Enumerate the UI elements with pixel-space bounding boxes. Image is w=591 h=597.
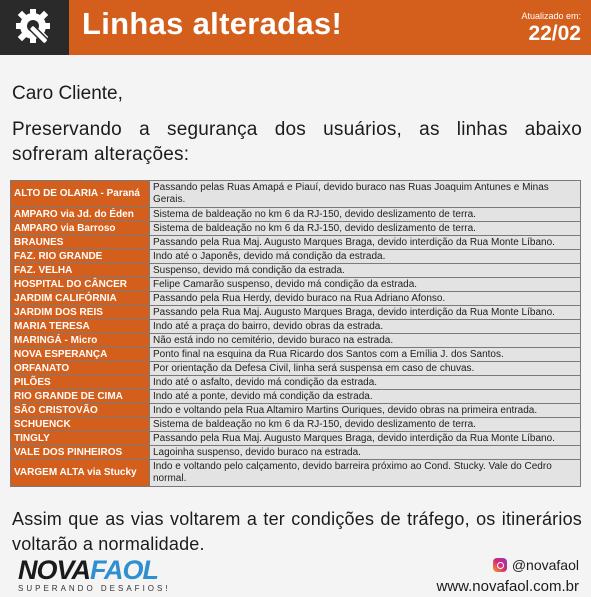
brand-name-part2: FAOL [90, 555, 159, 585]
instagram-handle[interactable]: @novafaol [511, 557, 579, 573]
greeting-text: Caro Cliente, [12, 83, 123, 104]
line-description: Indo e voltando pelo calçamento, devido barreira próximo ao Cond. Stucky. Vale do Cedro normal. [150, 460, 581, 487]
table-row [11, 418, 581, 432]
table-row [11, 236, 581, 250]
line-description: Não está indo no cemitério, devido buraco na estrada. [150, 334, 581, 348]
line-description: Ponto final na esquina da Rua Ricardo dos Santos com a Emília J. dos Santos. [150, 348, 581, 362]
brand-name-part1: NOVA [18, 555, 91, 585]
line-description: Passando pela Rua Maj. Augusto Marques Braga, devido interdição da Rua Monte Líbano. [150, 432, 581, 446]
updated-label: Atualizado em: [521, 11, 581, 21]
line-name: MARINGÁ - Micro [11, 334, 150, 348]
line-name: JARDIM DOS REIS [11, 306, 150, 320]
line-name: PILÕES [11, 376, 150, 390]
line-name: RIO GRANDE DE CIMA [11, 390, 150, 404]
line-description: Sistema de baldeação no km 6 da RJ-150, devido deslizamento de terra. [150, 418, 581, 432]
table-row [11, 334, 581, 348]
line-description: Passando pelas Ruas Amapá e Piauí, devido buraco nas Ruas Joaquim Antunes e Minas Gerais. [150, 181, 581, 208]
line-description: Indo e voltando pela Rua Altamiro Martins Ouriques, devido obras na primeira entrada. [150, 404, 581, 418]
header-banner [0, 0, 591, 55]
line-description: Suspenso, devido má condição da estrada. [150, 264, 581, 278]
table-row [11, 446, 581, 460]
table-row [11, 390, 581, 404]
brand-logo [18, 557, 171, 593]
table-row [11, 181, 581, 208]
table-row [11, 222, 581, 236]
table-row [11, 306, 581, 320]
website-link[interactable]: www.novafaol.com.br [436, 578, 579, 595]
line-description: Felipe Camarão suspenso, devido má condição da estrada. [150, 278, 581, 292]
line-description: Indo até a praça do bairro, devido obras da estrada. [150, 320, 581, 334]
line-name: BRAUNES [11, 236, 150, 250]
instagram-icon [493, 558, 507, 572]
intro-text: Preservando a segurança dos usuários, as linhas abaixo sofreram alterações: [12, 119, 582, 165]
table-row [11, 460, 581, 487]
gear-wrench-icon [13, 6, 57, 50]
line-description: Indo até a ponte, devido má condição da estrada. [150, 390, 581, 404]
line-name: VARGEM ALTA via Stucky [11, 460, 150, 487]
logo-box [0, 0, 69, 55]
line-description: Sistema de baldeação no km 6 da RJ-150, devido deslizamento de terra. [150, 222, 581, 236]
line-name: AMPARO via Jd. do Éden [11, 208, 150, 222]
line-name: VALE DOS PINHEIROS [11, 446, 150, 460]
line-name: AMPARO via Barroso [11, 222, 150, 236]
table-row [11, 250, 581, 264]
line-name: NOVA ESPERANÇA [11, 348, 150, 362]
table-row [11, 404, 581, 418]
line-description: Sistema de baldeação no km 6 da RJ-150, devido deslizamento de terra. [150, 208, 581, 222]
line-name: TINGLY [11, 432, 150, 446]
table-row [11, 208, 581, 222]
line-description: Indo até o asfalto, devido má condição da estrada. [150, 376, 581, 390]
line-name: MARIA TERESA [11, 320, 150, 334]
line-description: Indo até o Japonês, devido má condição da estrada. [150, 250, 581, 264]
table-row [11, 362, 581, 376]
line-name: FAZ. RIO GRANDE [11, 250, 150, 264]
updated-date: 22/02 [528, 22, 581, 45]
line-name: FAZ. VELHA [11, 264, 150, 278]
social-info [436, 557, 579, 595]
table-row [11, 292, 581, 306]
table-row [11, 348, 581, 362]
line-description: Lagoinha suspenso, devido buraco na estrada. [150, 446, 581, 460]
table-row [11, 432, 581, 446]
line-description: Passando pela Rua Maj. Augusto Marques Braga, devido interdição da Rua Monte Líbano. [150, 236, 581, 250]
line-description: Passando pela Rua Maj. Augusto Marques Braga, devido interdição da Rua Monte Líbano. [150, 306, 581, 320]
line-name: ORFANATO [11, 362, 150, 376]
brand-slogan: SUPERANDO DESAFIOS! [18, 584, 171, 593]
table-row [11, 278, 581, 292]
table-row [11, 264, 581, 278]
closing-text: Assim que as vias voltarem a ter condições de tráfego, os itinerários voltarão a normalidade. [12, 509, 582, 554]
brand-name [18, 557, 171, 583]
line-description: Por orientação da Defesa Civil, linha será suspensa em caso de chuvas. [150, 362, 581, 376]
line-name: SCHUENCK [11, 418, 150, 432]
changed-lines-table [10, 180, 581, 487]
line-description: Passando pela Rua Herdy, devido buraco na Rua Adriano Afonso. [150, 292, 581, 306]
line-name: JARDIM CALIFÓRNIA [11, 292, 150, 306]
page-title: Linhas alteradas! [82, 6, 343, 41]
table-row [11, 376, 581, 390]
table-row [11, 320, 581, 334]
line-name: HOSPITAL DO CÂNCER [11, 278, 150, 292]
line-name: SÃO CRISTOVÃO [11, 404, 150, 418]
line-name: ALTO DE OLARIA - Paraná [11, 181, 150, 208]
